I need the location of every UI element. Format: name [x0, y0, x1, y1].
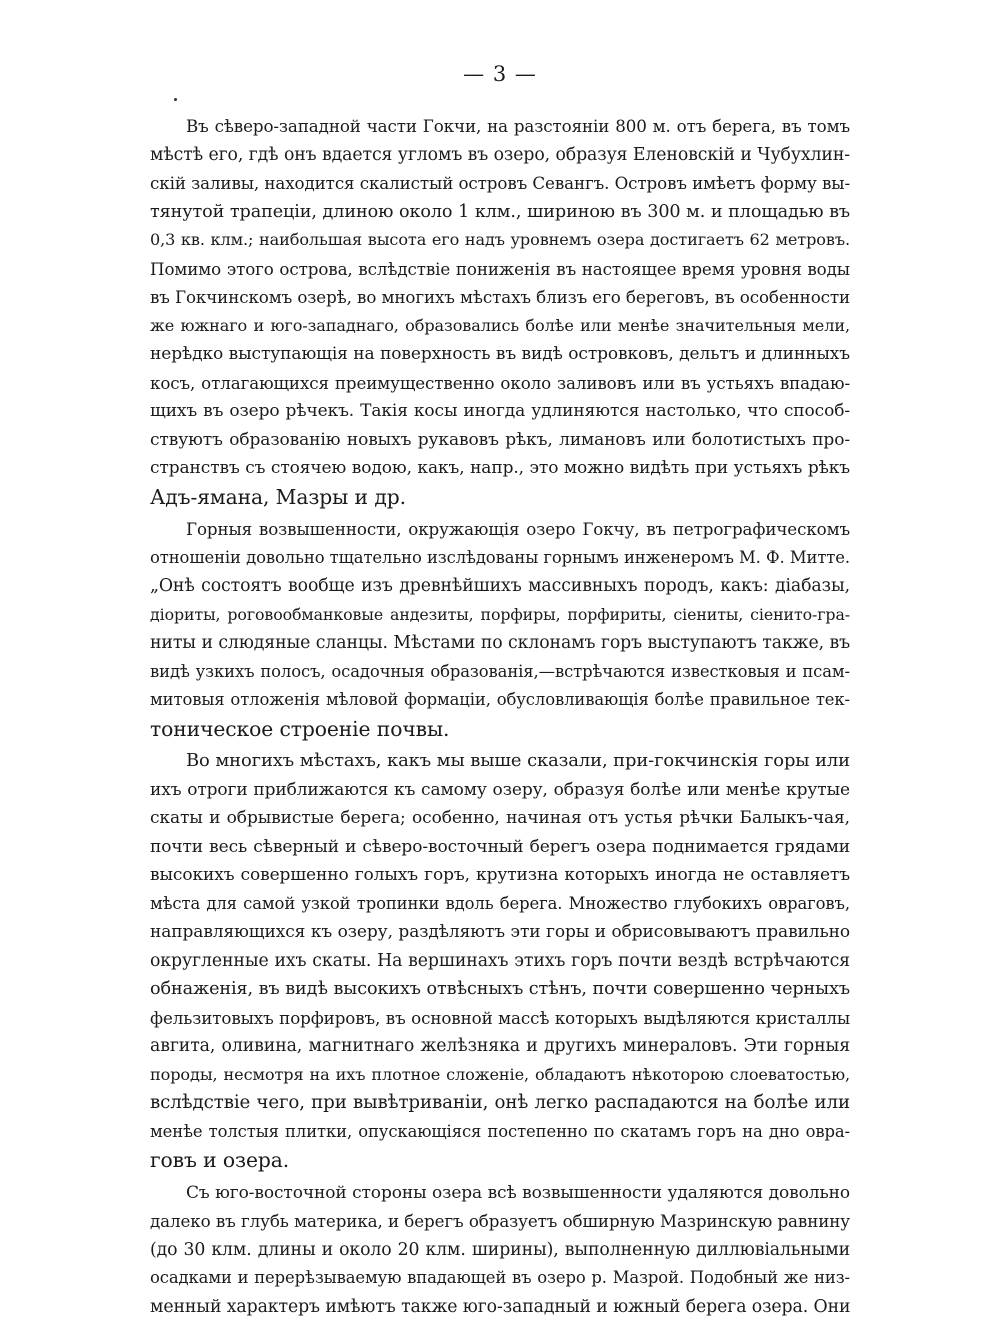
text-line: діориты, роговообманковые андезиты, порфиры, порфириты, сіениты, сіенито-гра- [150, 604, 850, 624]
text-line: косъ, отлагающихся преимущественно около заливовъ или въ устьяхъ впадаю- [150, 372, 850, 393]
text-line: тянутой трапеціи, длиною около 1 клм., шириною въ 300 м. и площадью въ [150, 201, 850, 222]
text-line: говъ и озера. [150, 1148, 290, 1172]
text-line: скій заливы, находится скалистый островъ Севангъ. Островъ имѣетъ форму вы- [150, 173, 850, 193]
text-line: Во многихъ мѣстахъ, какъ мы выше сказали, при-гокчинскія горы или [186, 750, 850, 771]
text-line: вслѣдствіе чего, при вывѣтриваніи, онѣ легко распадаются на болѣе или [150, 1092, 850, 1113]
text-line: ихъ отроги приближаются къ самому озеру, образуя болѣе или менѣе крутые [150, 779, 850, 800]
print-speck [174, 98, 177, 101]
text-line: отношеніи довольно тщательно изслѣдованы горнымъ инженеромъ М. Ф. Митте. [150, 547, 850, 567]
text-line: авгита, оливина, магнитнаго желѣзняка и другихъ минераловъ. Эти горныя [150, 1036, 850, 1056]
text-line: Адъ-ямана, Мазры и др. [150, 484, 406, 509]
paragraph [150, 1179, 850, 1322]
text-line: Съ юго-восточной стороны озера всѣ возвышенности удаляются довольно [186, 1182, 850, 1203]
paragraph [150, 747, 850, 1175]
text-line: же южнаго и юго-западнаго, образовались болѣе или менѣе значительныя мели, [150, 315, 850, 335]
text-line: тоническое строеніе почвы. [150, 716, 450, 741]
text-line: почти весь сѣверный и сѣверо-восточный берегъ озера поднимается грядами [150, 836, 850, 857]
text-line: направляющихся къ озеру, раздѣляютъ эти горы и обрисовываютъ правильно [150, 922, 850, 942]
text-line: ниты и слюдяные сланцы. Мѣстами по склонамъ горъ выступаютъ также, въ [150, 633, 850, 653]
text-line: ствуютъ образованію новыхъ рукавовъ рѣкъ, лимановъ или болотистыхъ про- [150, 429, 850, 450]
text-line: Помимо этого острова, вслѣдствіе пониженія въ настоящее время уровня воды [150, 258, 850, 279]
text-line: (до 30 клм. длины и около 20 клм. ширины), выполненную диллювіальными [150, 1239, 850, 1260]
text-line: мѣстѣ его, гдѣ онъ вдается угломъ въ озеро, образуя Еленовскій и Чубухлин- [150, 144, 850, 165]
text-line: породы, несмотря на ихъ плотное сложеніе, обладаютъ нѣкоторою слоеватостью, [150, 1064, 850, 1084]
text-line: менный характеръ имѣютъ также юго-западный и южный берега озера. Они [150, 1296, 851, 1317]
page-number: — 3 — [463, 62, 537, 86]
text-line: высокихъ совершенно голыхъ горъ, крутизна которыхъ иногда не оставляетъ [150, 865, 850, 885]
text-line: митовыя отложенія мѣловой формаціи, обусловливающія болѣе правильное тек- [150, 690, 850, 709]
paragraph [150, 515, 850, 743]
text-line: менѣе толстыя плитки, опускающіяся постепенно по скатамъ горъ на дно овра- [150, 1121, 850, 1141]
text-line: щихъ въ озеро рѣчекъ. Такія косы иногда удлиняются настолько, что способ- [150, 401, 850, 421]
body-text [150, 112, 850, 1321]
text-line: нерѣдко выступающія на поверхность въ видѣ островковъ, дельтъ и длинныхъ [150, 344, 850, 364]
text-line: странствъ съ стоячею водою, какъ, напр., это можно видѣть при устьяхъ рѣкъ [150, 458, 850, 478]
text-line: 0,3 кв. клм.; наибольшая высота его надъ уровнемъ озера достигаетъ 62 метровъ. [150, 230, 850, 249]
text-line: осадками и перерѣзываемую впадающей въ озеро р. Мазрой. Подобный же низ- [150, 1268, 850, 1287]
text-line: видѣ узкихъ полосъ, осадочныя образованія,—встрѣчаются известковыя и псам- [150, 661, 850, 681]
text-line: „Онѣ состоятъ вообще изъ древнѣйшихъ массивныхъ породъ, какъ: діабазы, [150, 576, 850, 596]
text-line: обнаженія, въ видѣ высокихъ отвѣсныхъ стѣнъ, почти совершенно черныхъ [150, 979, 850, 999]
text-line: Въ сѣверо-западной части Гокчи, на разстояніи 800 м. отъ берега, въ томъ [186, 116, 850, 136]
paragraph [150, 112, 850, 511]
text-line: округленные ихъ скаты. На вершинахъ этихъ горъ почти вездѣ встрѣчаются [150, 950, 850, 971]
text-line: мѣста для самой узкой тропинки вдоль берега. Множество глубокихъ овраговъ, [150, 893, 850, 913]
text-line: фельзитовыхъ порфировъ, въ основной массѣ которыхъ выдѣляются кристаллы [150, 1007, 850, 1028]
text-line: Горныя возвышенности, окружающія озеро Гокчу, въ петрографическомъ [186, 519, 850, 539]
text-line: скаты и обрывистые берега; особенно, начиная отъ устья рѣчки Балыкъ-чая, [150, 808, 850, 828]
text-line: далеко въ глубь материка, и берегъ образуетъ обширную Мазринскую равнину [150, 1211, 850, 1231]
text-line: въ Гокчинскомъ озерѣ, во многихъ мѣстахъ близъ его береговъ, въ особенности [150, 287, 851, 307]
